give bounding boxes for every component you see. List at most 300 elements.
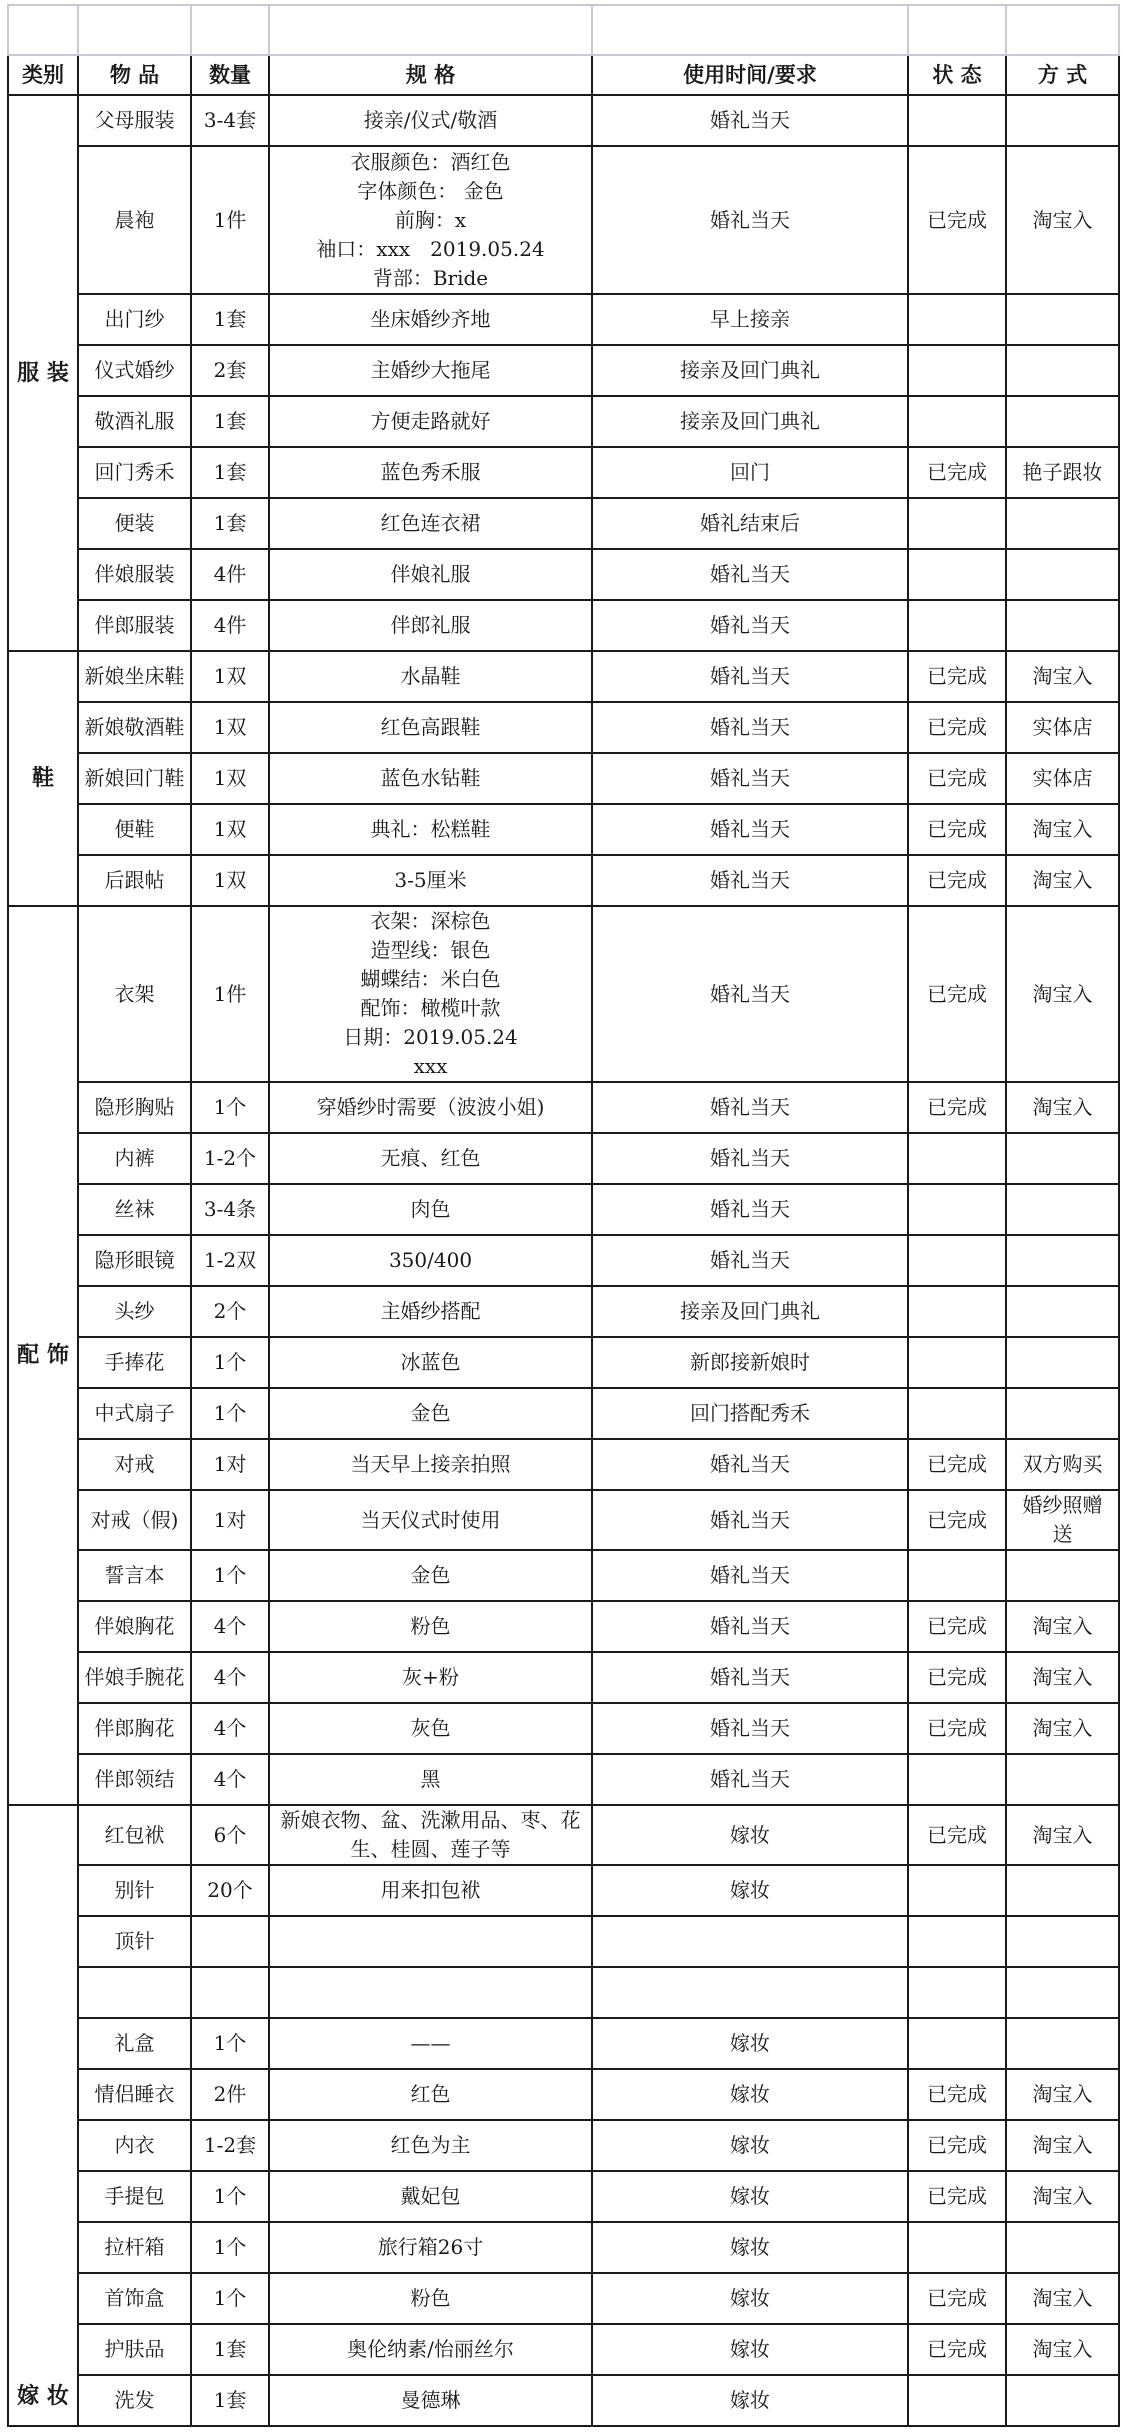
usage-cell[interactable] <box>592 2273 908 2324</box>
usage-cell[interactable] <box>592 498 908 549</box>
status-cell[interactable] <box>908 1286 1006 1337</box>
usage-cell[interactable] <box>592 1133 908 1184</box>
spec-cell[interactable] <box>269 1550 592 1601</box>
quantity-cell[interactable]: 1-2套 <box>191 2120 269 2171</box>
method-cell[interactable] <box>1006 1082 1119 1133</box>
status-cell[interactable] <box>908 1337 1006 1388</box>
status-cell[interactable] <box>908 549 1006 600</box>
item-cell[interactable]: 拉杆箱 <box>78 2222 191 2273</box>
status-cell[interactable] <box>908 1388 1006 1439</box>
spec-cell[interactable] <box>269 1388 592 1439</box>
method-cell[interactable] <box>1006 1235 1119 1286</box>
status-cell[interactable]: 已完成 <box>908 2120 1006 2171</box>
item-cell[interactable]: 便鞋 <box>78 804 191 855</box>
usage-cell[interactable] <box>592 1082 908 1133</box>
table-row <box>8 95 1119 146</box>
spec-cell[interactable] <box>269 753 592 804</box>
usage-cell[interactable] <box>592 294 908 345</box>
status-cell[interactable] <box>908 2222 1006 2273</box>
spec-cell-line: 冰蓝色 <box>400 1350 461 1374</box>
spec-cell[interactable] <box>269 1490 592 1550</box>
status-cell[interactable]: 已完成 <box>908 1805 1006 1865</box>
quantity-cell[interactable]: 4个 <box>191 1652 269 1703</box>
usage-cell[interactable] <box>592 1439 908 1490</box>
status-cell[interactable] <box>908 1916 1006 1967</box>
quantity-cell[interactable]: 1对 <box>191 1439 269 1490</box>
item-cell[interactable]: 晨袍 <box>78 146 191 294</box>
method-cell[interactable] <box>1006 1652 1119 1703</box>
item-cell[interactable]: 父母服装 <box>78 95 191 146</box>
spec-cell-line: 当天仪式时使用 <box>360 1507 501 1532</box>
usage-cell[interactable] <box>592 1286 908 1337</box>
blank-cell[interactable] <box>1006 5 1119 55</box>
status-cell[interactable]: 已完成 <box>908 2069 1006 2120</box>
item-cell[interactable]: 头纱 <box>78 1286 191 1337</box>
quantity-cell[interactable]: 1个 <box>191 1550 269 1601</box>
status-cell[interactable]: 已完成 <box>908 906 1006 1082</box>
quantity-cell[interactable]: 1件 <box>191 906 269 1082</box>
spec-cell[interactable] <box>269 1754 592 1805</box>
table-row <box>8 906 1119 1082</box>
item-cell[interactable]: 手提包 <box>78 2171 191 2222</box>
usage-cell[interactable] <box>592 2120 908 2171</box>
spec-cell[interactable] <box>269 345 592 396</box>
status-cell[interactable] <box>908 1184 1006 1235</box>
usage-cell[interactable] <box>592 1337 908 1388</box>
category-cell[interactable]: 鞋 <box>8 651 78 906</box>
header-method[interactable]: 方 式 <box>1006 55 1119 95</box>
usage-cell-line: 婚礼当天 <box>710 1665 790 1689</box>
status-cell[interactable]: 已完成 <box>908 753 1006 804</box>
usage-cell[interactable] <box>592 1916 908 1967</box>
item-cell[interactable]: 新娘回门鞋 <box>78 753 191 804</box>
quantity-cell[interactable]: 1双 <box>191 702 269 753</box>
usage-cell-line: 婚礼当天 <box>710 817 790 841</box>
quantity-cell[interactable]: 1个 <box>191 2273 269 2324</box>
spec-cell[interactable] <box>269 1601 592 1652</box>
spec-cell[interactable] <box>269 1703 592 1754</box>
method-cell[interactable] <box>1006 95 1119 146</box>
method-cell[interactable] <box>1006 1805 1119 1865</box>
header-spec[interactable]: 规 格 <box>269 55 592 95</box>
spec-cell[interactable] <box>269 1805 592 1865</box>
category-cell[interactable]: 配 饰 <box>8 906 78 1805</box>
header-usage[interactable]: 使用时间/要求 <box>592 55 908 95</box>
spec-cell[interactable] <box>269 1082 592 1133</box>
method-cell[interactable] <box>1006 804 1119 855</box>
status-cell[interactable] <box>908 294 1006 345</box>
usage-cell[interactable] <box>592 2375 908 2426</box>
status-cell[interactable]: 已完成 <box>908 1601 1006 1652</box>
spec-cell[interactable] <box>269 651 592 702</box>
usage-cell[interactable] <box>592 549 908 600</box>
status-cell[interactable]: 已完成 <box>908 2273 1006 2324</box>
usage-cell[interactable] <box>592 753 908 804</box>
status-cell[interactable]: 已完成 <box>908 651 1006 702</box>
method-cell[interactable] <box>1006 1439 1119 1490</box>
quantity-cell[interactable]: 1对 <box>191 1490 269 1550</box>
item-cell[interactable] <box>78 1967 191 2018</box>
spec-cell-line: 肉色 <box>410 1197 451 1221</box>
method-cell-line: 淘宝入 <box>1032 1095 1093 1119</box>
status-cell[interactable]: 已完成 <box>908 1652 1006 1703</box>
blank-cell[interactable] <box>269 5 592 55</box>
item-cell[interactable]: 伴郎胸花 <box>78 1703 191 1754</box>
table-row <box>8 600 1119 651</box>
status-cell[interactable]: 已完成 <box>908 1703 1006 1754</box>
item-cell[interactable]: 对戒 <box>78 1439 191 1490</box>
method-cell-line: 淘宝入 <box>1032 981 1093 1006</box>
quantity-cell[interactable]: 1件 <box>191 146 269 294</box>
method-cell[interactable] <box>1006 1916 1119 1967</box>
quantity-cell[interactable]: 1个 <box>191 1337 269 1388</box>
usage-cell[interactable] <box>592 1967 908 2018</box>
spec-cell[interactable] <box>269 1133 592 1184</box>
spec-cell[interactable] <box>269 2018 592 2069</box>
item-cell[interactable]: 隐形眼镜 <box>78 1235 191 1286</box>
method-cell[interactable] <box>1006 1184 1119 1235</box>
spec-cell[interactable] <box>269 2273 592 2324</box>
item-cell[interactable]: 衣架 <box>78 906 191 1082</box>
method-cell[interactable] <box>1006 2375 1119 2426</box>
method-cell[interactable] <box>1006 1754 1119 1805</box>
usage-cell[interactable] <box>592 600 908 651</box>
method-cell-line: 艳子跟妆 <box>1022 460 1103 484</box>
quantity-cell[interactable]: 1个 <box>191 1388 269 1439</box>
status-cell[interactable] <box>908 498 1006 549</box>
usage-cell[interactable] <box>592 1805 908 1865</box>
method-cell[interactable] <box>1006 1286 1119 1337</box>
method-cell[interactable] <box>1006 1703 1119 1754</box>
spec-cell-line: 造型线：银色 <box>370 938 491 962</box>
quantity-cell[interactable]: 1套 <box>191 498 269 549</box>
spec-cell[interactable] <box>269 2222 592 2273</box>
method-cell[interactable] <box>1006 2324 1119 2375</box>
status-cell[interactable] <box>908 2018 1006 2069</box>
spec-cell[interactable] <box>269 1337 592 1388</box>
status-cell[interactable] <box>908 1754 1006 1805</box>
spec-cell[interactable] <box>269 146 592 294</box>
spec-cell-line: 戴妃包 <box>400 2184 461 2208</box>
usage-cell[interactable] <box>592 95 908 146</box>
category-cell[interactable]: 嫁 妆 <box>8 1805 78 2426</box>
item-cell[interactable]: 对戒（假) <box>78 1490 191 1550</box>
quantity-cell[interactable]: 1套 <box>191 2324 269 2375</box>
spec-cell[interactable] <box>269 1865 592 1916</box>
quantity-cell[interactable]: 1个 <box>191 2222 269 2273</box>
quantity-cell[interactable]: 2个 <box>191 1286 269 1337</box>
usage-cell[interactable] <box>592 702 908 753</box>
spec-cell[interactable] <box>269 396 592 447</box>
quantity-cell[interactable] <box>191 1967 269 2018</box>
status-cell[interactable] <box>908 345 1006 396</box>
item-cell[interactable]: 伴郎服装 <box>78 600 191 651</box>
quantity-cell[interactable]: 6个 <box>191 1805 269 1865</box>
usage-cell[interactable] <box>592 2171 908 2222</box>
header-category[interactable]: 类别 <box>8 55 78 95</box>
spec-cell[interactable] <box>269 1286 592 1337</box>
usage-cell[interactable] <box>592 1235 908 1286</box>
usage-cell-line: 婚礼当天 <box>710 1507 790 1532</box>
method-cell[interactable] <box>1006 906 1119 1082</box>
item-cell[interactable]: 隐形胸贴 <box>78 1082 191 1133</box>
item-cell[interactable]: 出门纱 <box>78 294 191 345</box>
table-row <box>8 1235 1119 1286</box>
item-cell[interactable]: 伴郎领结 <box>78 1754 191 1805</box>
header-quantity[interactable]: 数量 <box>191 55 269 95</box>
spec-cell[interactable] <box>269 549 592 600</box>
spec-cell[interactable] <box>269 1652 592 1703</box>
status-cell[interactable]: 已完成 <box>908 1082 1006 1133</box>
usage-cell[interactable] <box>592 2324 908 2375</box>
method-cell[interactable] <box>1006 1388 1119 1439</box>
usage-cell[interactable] <box>592 396 908 447</box>
status-cell[interactable]: 已完成 <box>908 146 1006 294</box>
item-cell[interactable]: 首饰盒 <box>78 2273 191 2324</box>
item-cell[interactable]: 护肤品 <box>78 2324 191 2375</box>
usage-cell[interactable] <box>592 1754 908 1805</box>
method-cell[interactable] <box>1006 1967 1119 2018</box>
spec-cell[interactable] <box>269 498 592 549</box>
quantity-cell[interactable]: 1双 <box>191 804 269 855</box>
spec-cell[interactable] <box>269 2069 592 2120</box>
spec-cell[interactable] <box>269 855 592 906</box>
spec-cell[interactable] <box>269 906 592 1082</box>
method-cell[interactable] <box>1006 1337 1119 1388</box>
quantity-cell[interactable]: 2件 <box>191 2069 269 2120</box>
spec-cell[interactable] <box>269 702 592 753</box>
usage-cell[interactable] <box>592 1184 908 1235</box>
spec-cell[interactable] <box>269 447 592 498</box>
usage-cell[interactable] <box>592 2069 908 2120</box>
quantity-cell[interactable]: 1双 <box>191 855 269 906</box>
blank-cell[interactable] <box>8 5 78 55</box>
status-cell[interactable] <box>908 95 1006 146</box>
wedding-checklist-table <box>7 4 1120 2427</box>
usage-cell[interactable] <box>592 1601 908 1652</box>
quantity-cell[interactable]: 1个 <box>191 2171 269 2222</box>
method-cell[interactable] <box>1006 855 1119 906</box>
quantity-cell[interactable]: 4个 <box>191 1601 269 1652</box>
method-cell-line: 淘宝入 <box>1032 1665 1093 1689</box>
usage-cell-line: 婚礼当天 <box>710 1197 790 1221</box>
quantity-cell[interactable]: 20个 <box>191 1865 269 1916</box>
status-cell[interactable] <box>908 600 1006 651</box>
quantity-cell[interactable]: 4件 <box>191 600 269 651</box>
status-cell[interactable]: 已完成 <box>908 804 1006 855</box>
quantity-cell[interactable]: 1双 <box>191 753 269 804</box>
quantity-cell[interactable]: 1套 <box>191 396 269 447</box>
method-cell-line: 淘宝入 <box>1032 2133 1093 2157</box>
method-cell[interactable] <box>1006 146 1119 294</box>
method-cell[interactable] <box>1006 2018 1119 2069</box>
item-cell[interactable]: 新娘敬酒鞋 <box>78 702 191 753</box>
usage-cell[interactable] <box>592 1490 908 1550</box>
spec-cell-line: 用来扣包袱 <box>380 1878 481 1902</box>
item-cell[interactable]: 丝袜 <box>78 1184 191 1235</box>
method-cell[interactable] <box>1006 2273 1119 2324</box>
spec-cell[interactable] <box>269 95 592 146</box>
status-cell[interactable] <box>908 1865 1006 1916</box>
item-cell[interactable]: 伴娘服装 <box>78 549 191 600</box>
status-cell[interactable] <box>908 1235 1006 1286</box>
method-cell[interactable] <box>1006 2171 1119 2222</box>
usage-cell[interactable] <box>592 146 908 294</box>
usage-cell[interactable] <box>592 1388 908 1439</box>
item-cell[interactable]: 仪式婚纱 <box>78 345 191 396</box>
blank-cell[interactable] <box>191 5 269 55</box>
item-cell[interactable]: 洗发 <box>78 2375 191 2426</box>
status-cell[interactable]: 已完成 <box>908 1439 1006 1490</box>
usage-cell[interactable] <box>592 651 908 702</box>
method-cell[interactable] <box>1006 294 1119 345</box>
quantity-cell[interactable]: 1套 <box>191 447 269 498</box>
quantity-cell[interactable]: 1个 <box>191 2018 269 2069</box>
usage-cell[interactable] <box>592 345 908 396</box>
status-cell[interactable]: 已完成 <box>908 2324 1006 2375</box>
quantity-cell[interactable] <box>191 1916 269 1967</box>
method-cell[interactable] <box>1006 1601 1119 1652</box>
method-cell[interactable] <box>1006 1550 1119 1601</box>
status-cell[interactable] <box>908 2375 1006 2426</box>
spec-cell[interactable] <box>269 600 592 651</box>
item-cell[interactable]: 中式扇子 <box>78 1388 191 1439</box>
status-cell[interactable]: 已完成 <box>908 2171 1006 2222</box>
item-cell[interactable]: 敬酒礼服 <box>78 396 191 447</box>
spec-cell-line: 日期：2019.05.24 <box>343 1025 518 1049</box>
usage-cell[interactable] <box>592 1703 908 1754</box>
table-row <box>8 549 1119 600</box>
spec-cell[interactable] <box>269 1235 592 1286</box>
item-cell[interactable]: 情侣睡衣 <box>78 2069 191 2120</box>
quantity-cell[interactable]: 4个 <box>191 1754 269 1805</box>
blank-cell[interactable] <box>908 5 1006 55</box>
item-cell[interactable]: 顶针 <box>78 1916 191 1967</box>
spec-cell-line: 红色连衣裙 <box>380 511 481 535</box>
status-cell[interactable]: 已完成 <box>908 447 1006 498</box>
quantity-cell[interactable]: 3-4套 <box>191 95 269 146</box>
usage-cell[interactable] <box>592 906 908 1082</box>
status-cell[interactable]: 已完成 <box>908 1490 1006 1550</box>
method-cell-line: 送 <box>1052 1522 1073 1546</box>
quantity-cell[interactable]: 2套 <box>191 345 269 396</box>
blank-cell[interactable] <box>78 5 191 55</box>
spec-cell[interactable] <box>269 804 592 855</box>
usage-cell-line: 婚礼当天 <box>710 981 790 1006</box>
usage-cell[interactable] <box>592 1865 908 1916</box>
method-cell[interactable] <box>1006 702 1119 753</box>
method-cell[interactable] <box>1006 600 1119 651</box>
quantity-cell[interactable]: 1-2双 <box>191 1235 269 1286</box>
method-cell[interactable] <box>1006 1133 1119 1184</box>
spec-cell-line: 背部：Bride <box>372 265 489 290</box>
spec-cell[interactable] <box>269 2324 592 2375</box>
spec-cell[interactable] <box>269 294 592 345</box>
item-cell[interactable]: 誓言本 <box>78 1550 191 1601</box>
usage-cell[interactable] <box>592 804 908 855</box>
method-cell[interactable] <box>1006 753 1119 804</box>
spec-cell-line: 坐床婚纱齐地 <box>370 307 491 331</box>
status-cell[interactable] <box>908 1133 1006 1184</box>
usage-cell-line: 嫁妆 <box>730 2082 770 2106</box>
quantity-cell[interactable]: 1-2个 <box>191 1133 269 1184</box>
usage-cell-line: 婚礼当天 <box>710 1563 790 1587</box>
quantity-cell[interactable]: 4件 <box>191 549 269 600</box>
spec-cell-line: 袖口：xxx 2019.05.24 <box>316 236 545 261</box>
usage-cell[interactable] <box>592 1652 908 1703</box>
item-cell[interactable]: 红包袱 <box>78 1805 191 1865</box>
header-item[interactable]: 物 品 <box>78 55 191 95</box>
item-cell[interactable]: 别针 <box>78 1865 191 1916</box>
item-cell[interactable]: 内衣 <box>78 2120 191 2171</box>
quantity-cell[interactable]: 1个 <box>191 1082 269 1133</box>
method-cell[interactable] <box>1006 1490 1119 1550</box>
table-row <box>8 447 1119 498</box>
item-cell[interactable]: 手捧花 <box>78 1337 191 1388</box>
quantity-cell[interactable]: 1套 <box>191 294 269 345</box>
method-cell[interactable] <box>1006 651 1119 702</box>
table-row <box>8 1550 1119 1601</box>
method-cell[interactable] <box>1006 2120 1119 2171</box>
method-cell[interactable] <box>1006 345 1119 396</box>
usage-cell-line: 接亲及回门典礼 <box>680 358 820 382</box>
status-cell[interactable] <box>908 1967 1006 2018</box>
spec-cell[interactable] <box>269 1439 592 1490</box>
spec-cell[interactable] <box>269 1916 592 1967</box>
item-cell[interactable]: 伴娘胸花 <box>78 1601 191 1652</box>
spec-cell[interactable] <box>269 1184 592 1235</box>
quantity-cell[interactable]: 4个 <box>191 1703 269 1754</box>
item-cell[interactable]: 新娘坐床鞋 <box>78 651 191 702</box>
status-cell[interactable] <box>908 396 1006 447</box>
method-cell[interactable] <box>1006 1865 1119 1916</box>
spec-cell[interactable] <box>269 1967 592 2018</box>
item-cell[interactable]: 回门秀禾 <box>78 447 191 498</box>
method-cell[interactable] <box>1006 549 1119 600</box>
header-status[interactable]: 状 态 <box>908 55 1006 95</box>
quantity-cell[interactable]: 1套 <box>191 2375 269 2426</box>
item-cell[interactable]: 便装 <box>78 498 191 549</box>
method-cell-line: 淘宝入 <box>1032 868 1093 892</box>
status-cell[interactable] <box>908 1550 1006 1601</box>
status-cell[interactable]: 已完成 <box>908 855 1006 906</box>
usage-cell[interactable] <box>592 855 908 906</box>
item-cell[interactable]: 伴娘手腕花 <box>78 1652 191 1703</box>
method-cell-line: 淘宝入 <box>1032 1716 1093 1740</box>
quantity-cell[interactable]: 1双 <box>191 651 269 702</box>
blank-cell[interactable] <box>592 5 908 55</box>
spec-cell[interactable] <box>269 2171 592 2222</box>
method-cell[interactable] <box>1006 498 1119 549</box>
method-cell-line: 淘宝入 <box>1032 1614 1093 1638</box>
method-cell[interactable] <box>1006 2222 1119 2273</box>
spec-cell[interactable] <box>269 2120 592 2171</box>
status-cell[interactable]: 已完成 <box>908 702 1006 753</box>
category-cell[interactable]: 服 装 <box>8 95 78 651</box>
usage-cell[interactable] <box>592 2222 908 2273</box>
method-cell[interactable] <box>1006 2069 1119 2120</box>
item-cell[interactable]: 礼盒 <box>78 2018 191 2069</box>
method-cell[interactable] <box>1006 447 1119 498</box>
quantity-cell[interactable]: 3-4条 <box>191 1184 269 1235</box>
usage-cell[interactable] <box>592 2018 908 2069</box>
usage-cell[interactable] <box>592 1550 908 1601</box>
method-cell[interactable] <box>1006 396 1119 447</box>
item-cell[interactable]: 后跟帖 <box>78 855 191 906</box>
item-cell[interactable]: 内裤 <box>78 1133 191 1184</box>
usage-cell[interactable] <box>592 447 908 498</box>
spec-cell[interactable] <box>269 2375 592 2426</box>
